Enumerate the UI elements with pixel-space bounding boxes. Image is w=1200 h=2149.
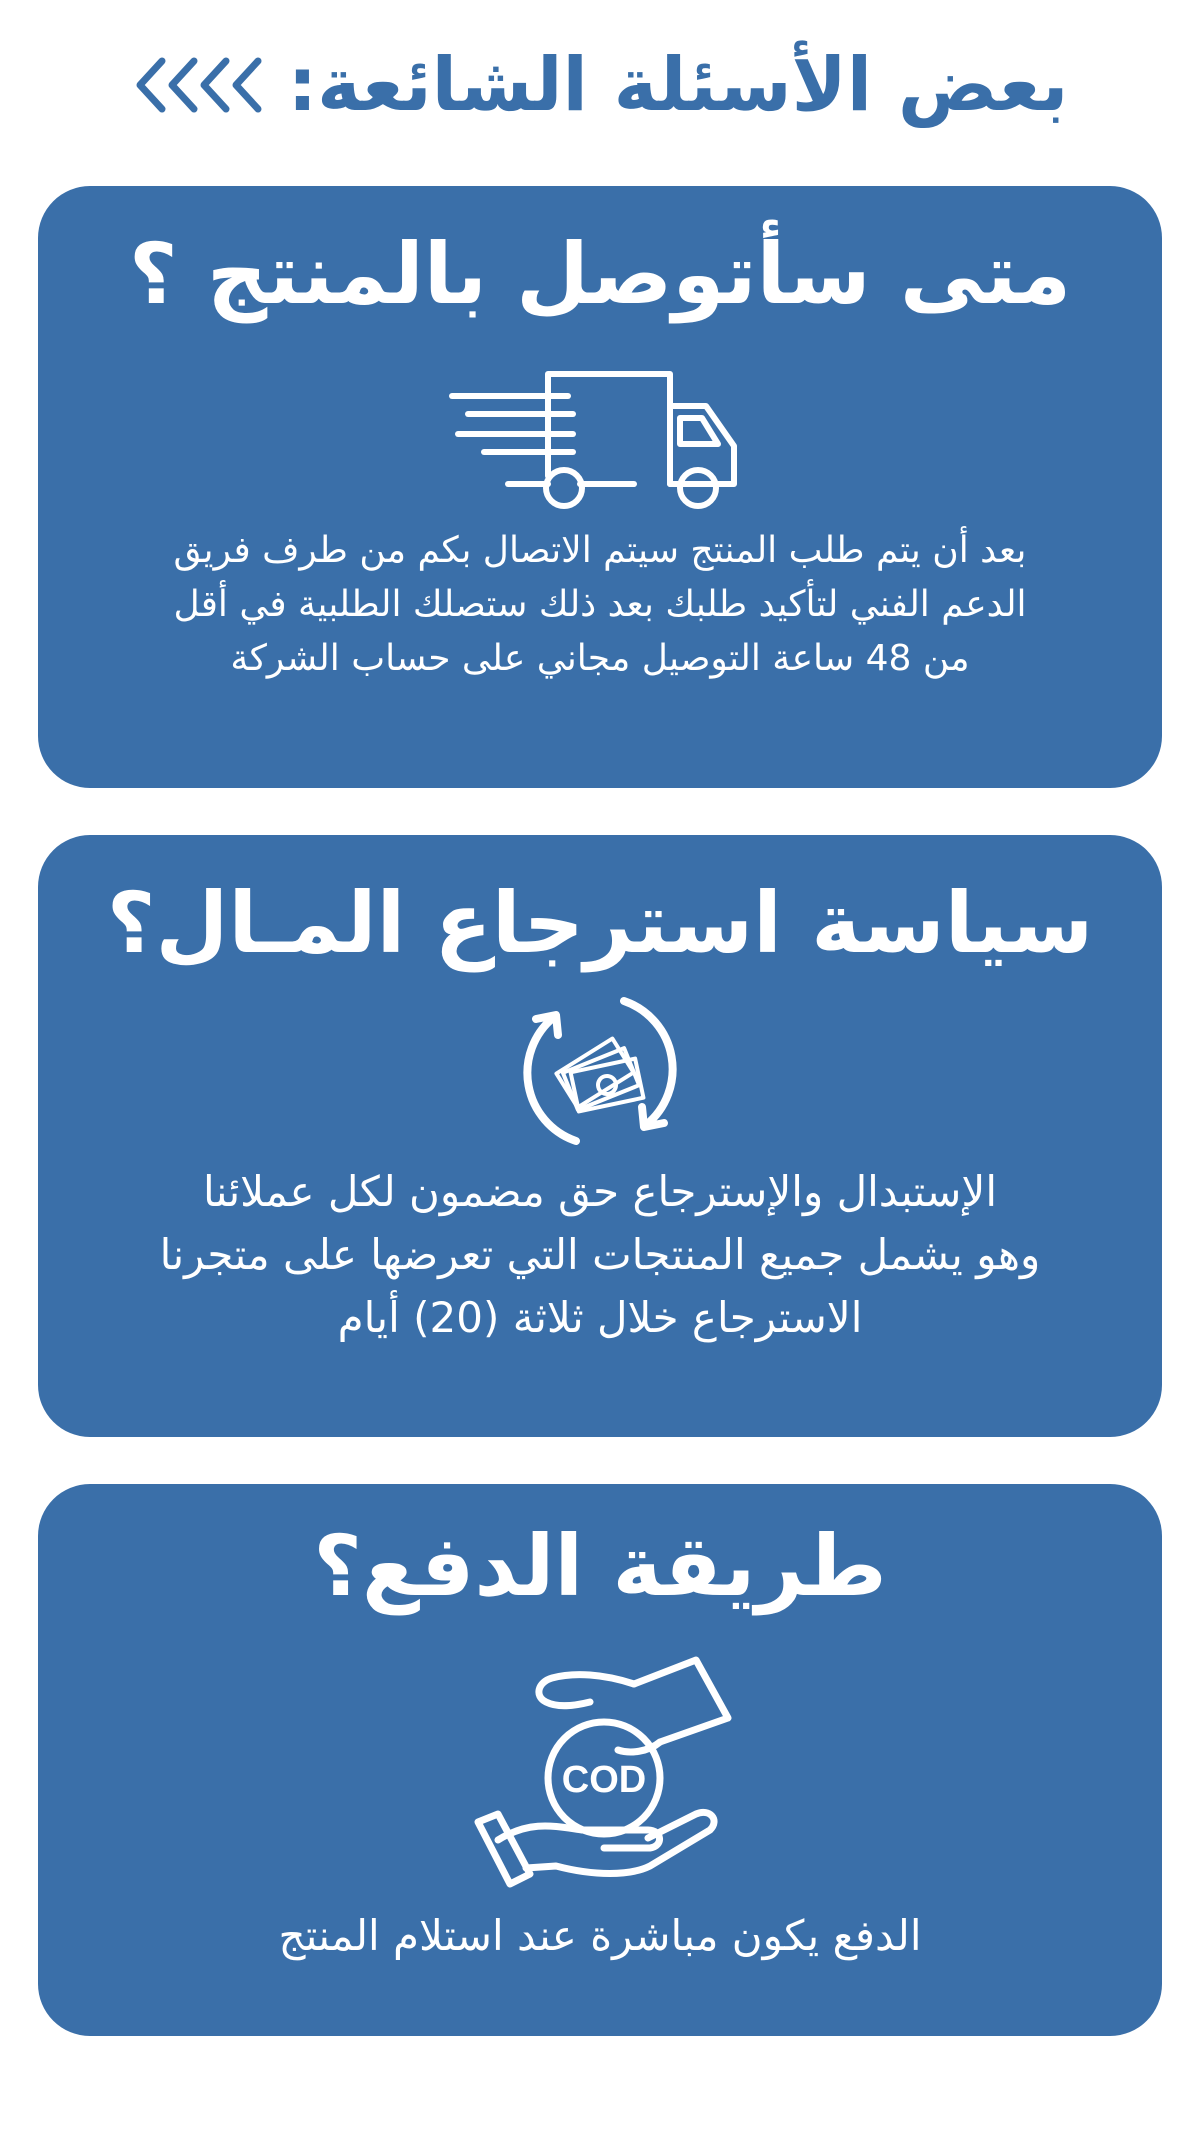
faq-card-delivery <box>38 186 1162 788</box>
page-header <box>0 30 1200 140</box>
page-title: بعض الأسئلة الشائعة: <box>287 42 1069 128</box>
faq-card-payment <box>38 1484 1162 2036</box>
cash-on-delivery-icon <box>434 1630 814 1890</box>
money-refund-icon <box>514 985 686 1157</box>
faq-card-refund <box>38 835 1162 1437</box>
card-text-line: الإستبدال والإسترجاع حق مضمون لكل عملائنا <box>202 1167 997 1216</box>
card-title: متى سأتوصل بالمنتج ؟ <box>128 225 1072 323</box>
card-title: طريقة الدفع؟ <box>313 1517 887 1615</box>
card-text-line: الدعم الفني لتأكيد طلبك بعد ذلك ستصلك الطلبية في أقل <box>173 584 1027 625</box>
card-text <box>78 524 1122 686</box>
card-text-line: الاسترجاع خلال ثلاثة (20) أيام <box>337 1293 863 1342</box>
card-title: سياسة استرجاع المـال؟ <box>106 874 1094 972</box>
card-text-line: من 48 ساعة التوصيل مجاني على حساب الشركة <box>230 638 970 679</box>
double-chevron-left-icon <box>132 55 262 115</box>
delivery-truck-icon <box>448 356 748 516</box>
card-text <box>78 1904 1122 1967</box>
card-text <box>78 1160 1122 1349</box>
cod-label: COD <box>561 1759 647 1801</box>
card-text-line: وهو يشمل جميع المنتجات التي تعرضها على متجرنا <box>159 1230 1041 1279</box>
card-text-line: بعد أن يتم طلب المنتج سيتم الاتصال بكم من طرف فريق <box>173 530 1027 571</box>
card-text-line: الدفع يكون مباشرة عند استلام المنتج <box>278 1911 922 1960</box>
